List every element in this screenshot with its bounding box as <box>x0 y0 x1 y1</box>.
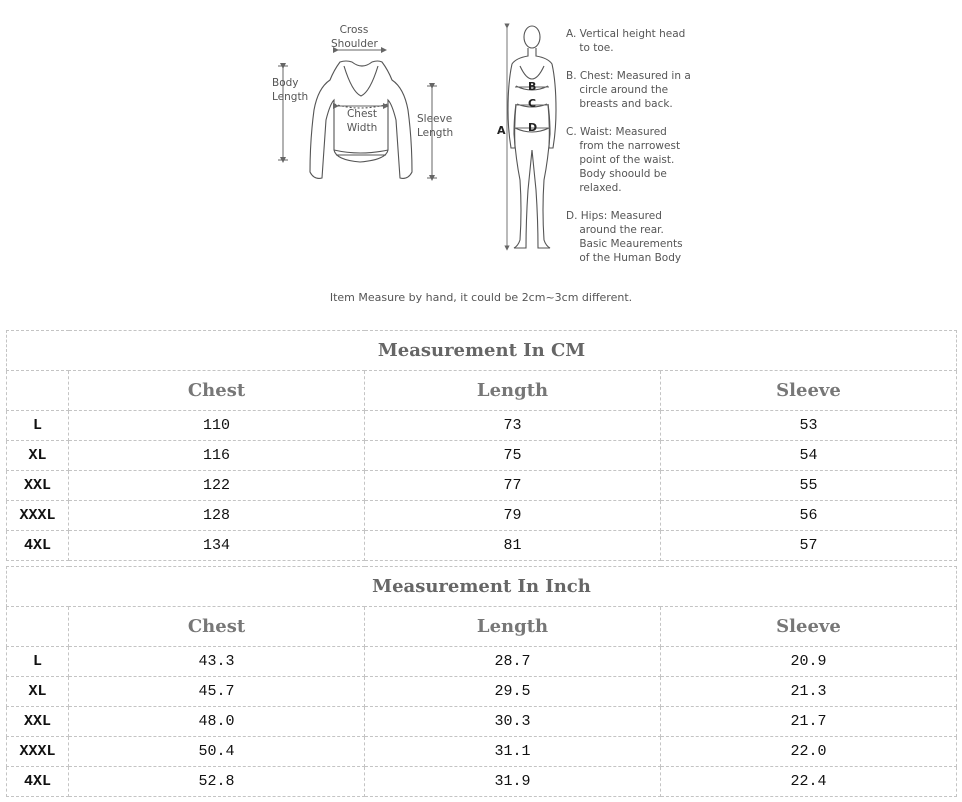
sleeve-cell: 54 <box>661 441 957 471</box>
length-cell: 79 <box>365 501 661 531</box>
sleeve-cell: 53 <box>661 411 957 441</box>
note-chest: B. Chest: Measured in a circle around the breasts and back. <box>566 70 691 110</box>
chest-cell: 110 <box>69 411 365 441</box>
table-row <box>7 441 957 471</box>
length-cell: 75 <box>365 441 661 471</box>
body-figure-drawing <box>508 26 556 248</box>
length-cell: 29.5 <box>365 677 661 707</box>
sleeve-cell: 55 <box>661 471 957 501</box>
size-cell: L <box>7 411 69 441</box>
size-table-cm <box>6 330 957 561</box>
measurement-figure <box>0 0 962 320</box>
chest-cell: 45.7 <box>69 677 365 707</box>
table-row <box>7 737 957 767</box>
sleeve-cell: 21.3 <box>661 677 957 707</box>
header-length: Length <box>365 607 661 647</box>
sleeve-cell: 57 <box>661 531 957 561</box>
sleeve-cell: 56 <box>661 501 957 531</box>
sleeve-cell: 22.4 <box>661 767 957 797</box>
length-cell: 28.7 <box>365 647 661 677</box>
note-hips: D. Hips: Measured around the rear. Basic Meaurements of the Human Body <box>566 210 683 264</box>
sleeve-cell: 20.9 <box>661 647 957 677</box>
body-letter-b: B <box>528 80 537 93</box>
sleeve-cell: 22.0 <box>661 737 957 767</box>
note-height: A. Vertical height head to toe. <box>566 28 686 54</box>
table-row <box>7 767 957 797</box>
header-sleeve: Sleeve <box>661 371 957 411</box>
length-cell: 73 <box>365 411 661 441</box>
size-cell: XXL <box>7 471 69 501</box>
length-cell: 31.9 <box>365 767 661 797</box>
table-row <box>7 471 957 501</box>
chest-cell: 116 <box>69 441 365 471</box>
size-table-inch <box>6 566 957 797</box>
body-letter-a: A <box>497 124 506 137</box>
chest-width-label: Chest Width <box>346 108 378 134</box>
body-letter-d: D <box>528 121 538 134</box>
chest-cell: 134 <box>69 531 365 561</box>
chest-cell: 50.4 <box>69 737 365 767</box>
note-waist: C. Waist: Measured from the narrowest point of the waist. Body shoould be relaxed. <box>566 126 681 194</box>
table-title: Measurement In Inch <box>7 567 957 607</box>
table-row <box>7 647 957 677</box>
measurement-diagram <box>0 0 962 290</box>
chest-cell: 43.3 <box>69 647 365 677</box>
size-cell: L <box>7 647 69 677</box>
header-chest: Chest <box>69 371 365 411</box>
size-cell: XXXL <box>7 737 69 767</box>
sleeve-length-label: Sleeve Length <box>417 113 454 139</box>
sleeve-cell: 21.7 <box>661 707 957 737</box>
chest-cell: 52.8 <box>69 767 365 797</box>
table-row <box>7 411 957 441</box>
body-letter-c: C <box>528 97 537 110</box>
header-size <box>7 607 69 647</box>
chest-cell: 122 <box>69 471 365 501</box>
length-cell: 77 <box>365 471 661 501</box>
size-cell: XXL <box>7 707 69 737</box>
size-cell: 4XL <box>7 531 69 561</box>
table-row <box>7 531 957 561</box>
header-length: Length <box>365 371 661 411</box>
chest-cell: 48.0 <box>69 707 365 737</box>
header-sleeve: Sleeve <box>661 607 957 647</box>
cross-shoulder-label: Cross Shoulder <box>331 24 378 50</box>
size-cell: XL <box>7 441 69 471</box>
table-title: Measurement In CM <box>7 331 957 371</box>
table-row <box>7 707 957 737</box>
measure-disclaimer: Item Measure by hand, it could be 2cm~3cm different. <box>329 291 633 304</box>
length-cell: 30.3 <box>365 707 661 737</box>
size-cell: 4XL <box>7 767 69 797</box>
chest-cell: 128 <box>69 501 365 531</box>
body-length-label: Body Length <box>272 77 309 103</box>
length-cell: 81 <box>365 531 661 561</box>
table-row <box>7 501 957 531</box>
size-cell: XXXL <box>7 501 69 531</box>
table-row <box>7 677 957 707</box>
header-chest: Chest <box>69 607 365 647</box>
length-cell: 31.1 <box>365 737 661 767</box>
header-size <box>7 371 69 411</box>
size-cell: XL <box>7 677 69 707</box>
